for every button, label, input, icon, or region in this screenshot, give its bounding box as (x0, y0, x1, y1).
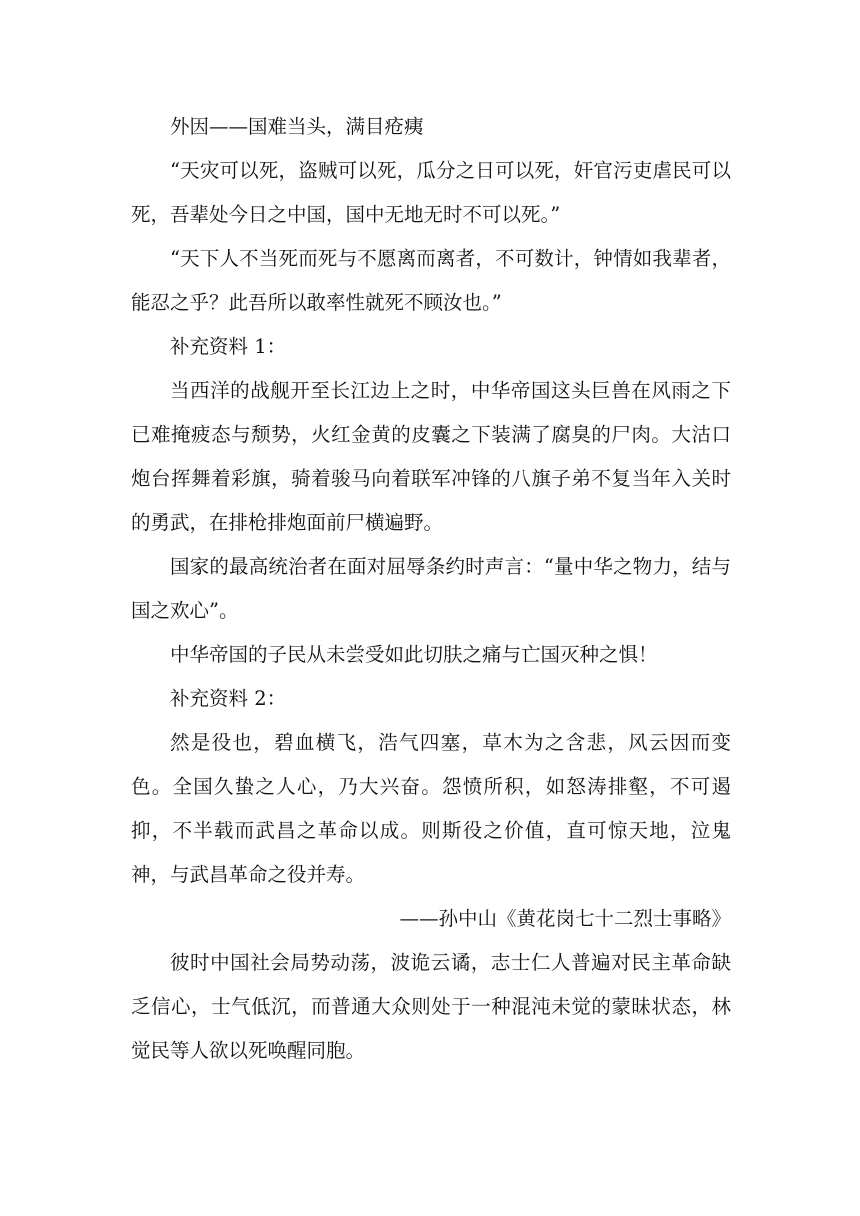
quote-2: “天下人不当死而死与不愿离而离者，不可数计，钟情如我辈者，能忍之乎？此吾所以敢率性就死不顾汝也。” (131, 247, 731, 314)
supplement-2-paragraph: 然是役也，碧血横飞，浩气四塞，草木为之含悲，风云因而变色。全国久蛰之人心，乃大兴奋。怨愤所积，如怒涛排壑，不可遏抑，不半载而武昌之革命以成。则斯役之价值，直可惊天地，泣鬼神，与武昌革命之役并寿。 (131, 731, 731, 886)
supplement-2-source: ——孙中山《黄花岗七十二烈士事略》 (399, 907, 731, 930)
supplement-1-title: 补充资料 1： (170, 335, 287, 358)
supplement-1-paragraph-3: 中华帝国的子民从未尝受如此切肤之痛与亡国灭种之惧！ (170, 643, 658, 666)
quote-1: “天灾可以死，盗贼可以死，瓜分之日可以死，奸官污吏虐民可以死，吾辈处今日之中国，国中无地无时不可以死。” (131, 159, 731, 226)
supplement-1-paragraph-1: 当西洋的战舰开至长江边上之时，中华帝国这头巨兽在风雨之下已难掩疲态与颓势，火红金黄的皮囊之下装满了腐臭的尸肉。大沽口炮台挥舞着彩旗，骑着骏马向着联军冲锋的八旗子弟不复当年入关时的勇武，在排枪排炮面前尸横遍野。 (131, 379, 731, 534)
conclusion-paragraph: 彼时中国社会局势动荡，波诡云谲，志士仁人普遍对民主革命缺乏信心，士气低沉，而普通大众则处于一种混沌未觉的蒙昧状态，林觉民等人欲以死唤醒同胞。 (131, 951, 731, 1062)
supplement-1-paragraph-2: 国家的最高统治者在面对屈辱条约时声言：“量中华之物力，结与国之欢心”。 (131, 555, 731, 622)
section-heading: 外因——国难当头，满目疮痍 (170, 115, 424, 138)
supplement-2-title: 补充资料 2： (170, 687, 287, 710)
